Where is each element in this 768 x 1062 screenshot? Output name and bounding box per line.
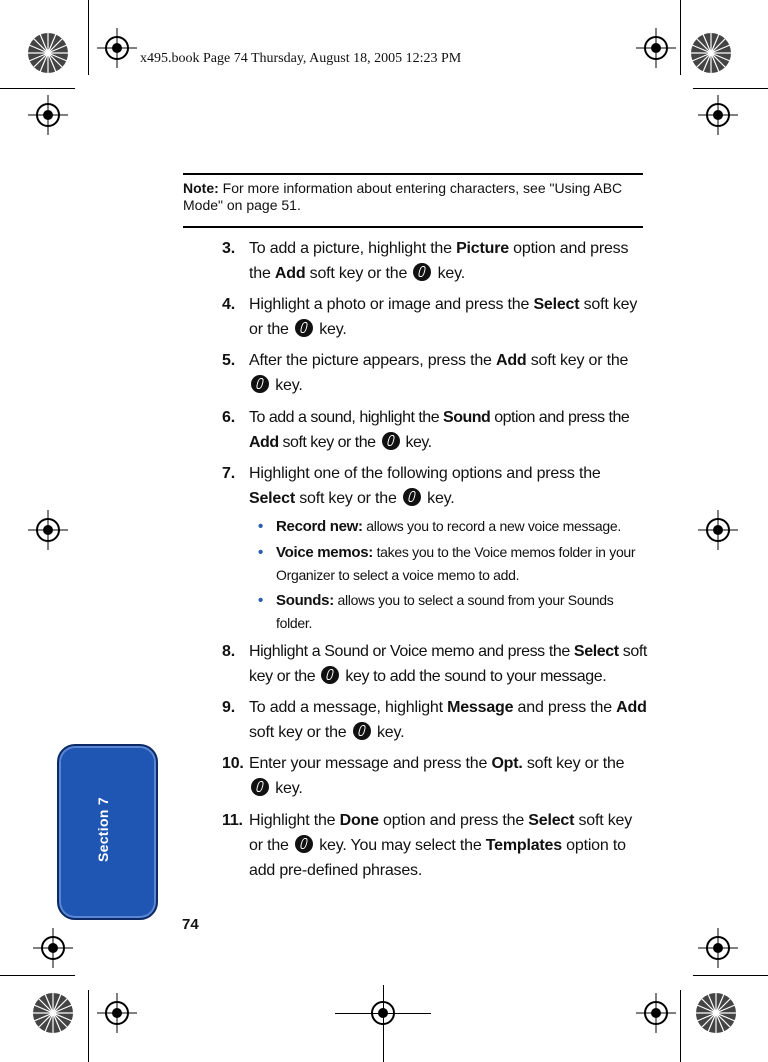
bullet-text [276, 515, 648, 538]
ok-key-icon [251, 375, 269, 393]
registration-mark-icon [698, 928, 738, 968]
starburst-target-icon [27, 32, 69, 74]
registration-mark-icon [97, 28, 137, 68]
step-text [249, 751, 647, 801]
step-text-part: key. [271, 780, 303, 797]
step-text-part: option and press the [249, 240, 629, 282]
step-9 [222, 695, 647, 745]
note-text: For more information about entering characters, see "Using ABC Mode" on page 51. [183, 180, 623, 213]
step-text-part: soft key or the [249, 812, 633, 854]
bullet-dot-icon: • [258, 544, 263, 561]
step-text-bold: Opt. [491, 755, 523, 772]
step-text-bold: Templates [485, 837, 562, 854]
step-text-bold: Done [339, 812, 379, 829]
step-text-part: After the picture appears, press the [249, 352, 496, 369]
step-text-part: option and press the [490, 409, 630, 426]
ok-key-icon [295, 319, 313, 337]
registration-mark-icon [97, 993, 137, 1033]
note-bottom-rule [183, 226, 643, 228]
step-text-part: soft key or the [249, 296, 638, 338]
starburst-target-icon [695, 992, 737, 1034]
step-text-part: key. [422, 490, 455, 507]
step-text-part: soft key or the [522, 755, 625, 772]
step-text-part: key. [401, 434, 432, 451]
step-7 [222, 461, 647, 511]
note-top-rule [183, 173, 643, 175]
starburst-target-icon [32, 992, 74, 1034]
bullet-term: Voice memos: [276, 544, 373, 561]
step-text [249, 348, 647, 398]
bullet-term: Sounds: [276, 592, 334, 609]
step-number: 4. [222, 296, 235, 313]
step-text-part: key. You may select the [314, 837, 486, 854]
step-text-part: soft key or the [249, 643, 647, 685]
step-6 [222, 405, 647, 455]
step-text [249, 695, 647, 745]
registration-mark-icon [33, 928, 73, 968]
step-text-part: option and press the [378, 812, 529, 829]
step-text [249, 639, 647, 689]
step-text-bold: Add [616, 699, 647, 716]
bullet-dot-icon: • [258, 592, 263, 609]
section-tab-label: Section 7 [95, 797, 111, 863]
step-text-bold: Sound [443, 409, 491, 426]
bullet-term: Record new: [276, 518, 363, 535]
ok-key-icon [382, 432, 400, 450]
step-number: 7. [222, 465, 235, 482]
step-3 [222, 236, 647, 286]
step-text-part: key. [314, 321, 347, 338]
bullet-item [258, 515, 648, 538]
step-number: 3. [222, 240, 235, 257]
step-number: 10. [222, 755, 244, 772]
step-text-part: soft key or the [305, 265, 412, 282]
step-text-bold: Select [533, 296, 580, 313]
step-text-part: Highlight one of the following options and press the [249, 465, 601, 482]
step-text-bold: Add [249, 434, 279, 451]
bullet-desc: takes you to the Voice memos folder in your Organizer to select a voice memo to add. [276, 544, 636, 583]
bullet-item [258, 589, 648, 635]
registration-mark-icon [698, 510, 738, 550]
ok-key-icon [321, 666, 339, 684]
registration-mark-icon [636, 28, 676, 68]
step-4 [222, 292, 647, 342]
step-text-bold: Select [249, 490, 295, 507]
step-number: 9. [222, 699, 235, 716]
step-text-part: Highlight the [249, 812, 340, 829]
bullet-desc: allows you to select a sound from your Sounds folder. [276, 592, 614, 631]
registration-mark-icon [363, 993, 403, 1033]
step-text-bold: Picture [456, 240, 509, 257]
step-text [249, 236, 647, 286]
step-text [249, 292, 647, 342]
step-text [249, 808, 647, 883]
step-number: 5. [222, 352, 235, 369]
step-5 [222, 348, 647, 398]
step-text-bold: Add [274, 265, 306, 282]
step-text-part: soft key or the [526, 352, 629, 369]
step-text-part: To add a picture, highlight the [249, 240, 457, 257]
step-text-part: option to add pre-defined phrases. [249, 837, 626, 879]
step-text-part: soft key or the [294, 490, 401, 507]
ok-key-icon [353, 722, 371, 740]
bullet-dot-icon: • [258, 518, 263, 535]
ok-key-icon [413, 263, 431, 281]
step-text-part: Enter your message and press the [249, 755, 492, 772]
step-10 [222, 751, 647, 801]
step-text-part: key to add the sound to your message. [341, 668, 607, 685]
step-text-part: To add a sound, highlight the [249, 409, 444, 426]
registration-mark-icon [636, 993, 676, 1033]
step-8 [222, 639, 647, 689]
bullet-desc: allows you to record a new voice message. [362, 518, 621, 534]
step-text-part: soft key or the [249, 724, 351, 741]
step-text-part: soft key or the [278, 434, 380, 451]
step-number: 8. [222, 643, 235, 660]
step-text-part: Highlight a photo or image and press the [249, 296, 534, 313]
bullet-text [276, 541, 648, 587]
step-text [249, 405, 647, 455]
step-text-bold: Select [573, 643, 619, 660]
step-number: 11. [222, 812, 243, 829]
step-text-bold: Message [447, 699, 514, 716]
ok-key-icon [295, 835, 313, 853]
step-text-part: and press the [513, 699, 617, 716]
step-text-part: To add a message, highlight [249, 699, 448, 716]
step-number: 6. [222, 409, 235, 426]
note-label: Note: [183, 180, 219, 196]
step-text [249, 461, 647, 511]
starburst-target-icon [690, 32, 732, 74]
registration-mark-icon [28, 95, 68, 135]
step-text-bold: Select [528, 812, 575, 829]
bullet-text [276, 589, 648, 635]
note [183, 180, 638, 214]
bullet-item [258, 541, 648, 587]
step-text-bold: Add [495, 352, 527, 369]
step-text-part: key. [433, 265, 465, 282]
registration-mark-icon [28, 510, 68, 550]
page-number: 74 [182, 916, 199, 933]
header-stamp: x495.book Page 74 Thursday, August 18, 2005 12:23 PM [140, 51, 462, 66]
step-text-part: Highlight a Sound or Voice memo and press the [249, 643, 574, 660]
step-11 [222, 808, 647, 883]
registration-mark-icon [698, 95, 738, 135]
ok-key-icon [403, 488, 421, 506]
step-text-part: key. [271, 377, 303, 394]
ok-key-icon [251, 778, 269, 796]
step-text-part: key. [372, 724, 405, 741]
